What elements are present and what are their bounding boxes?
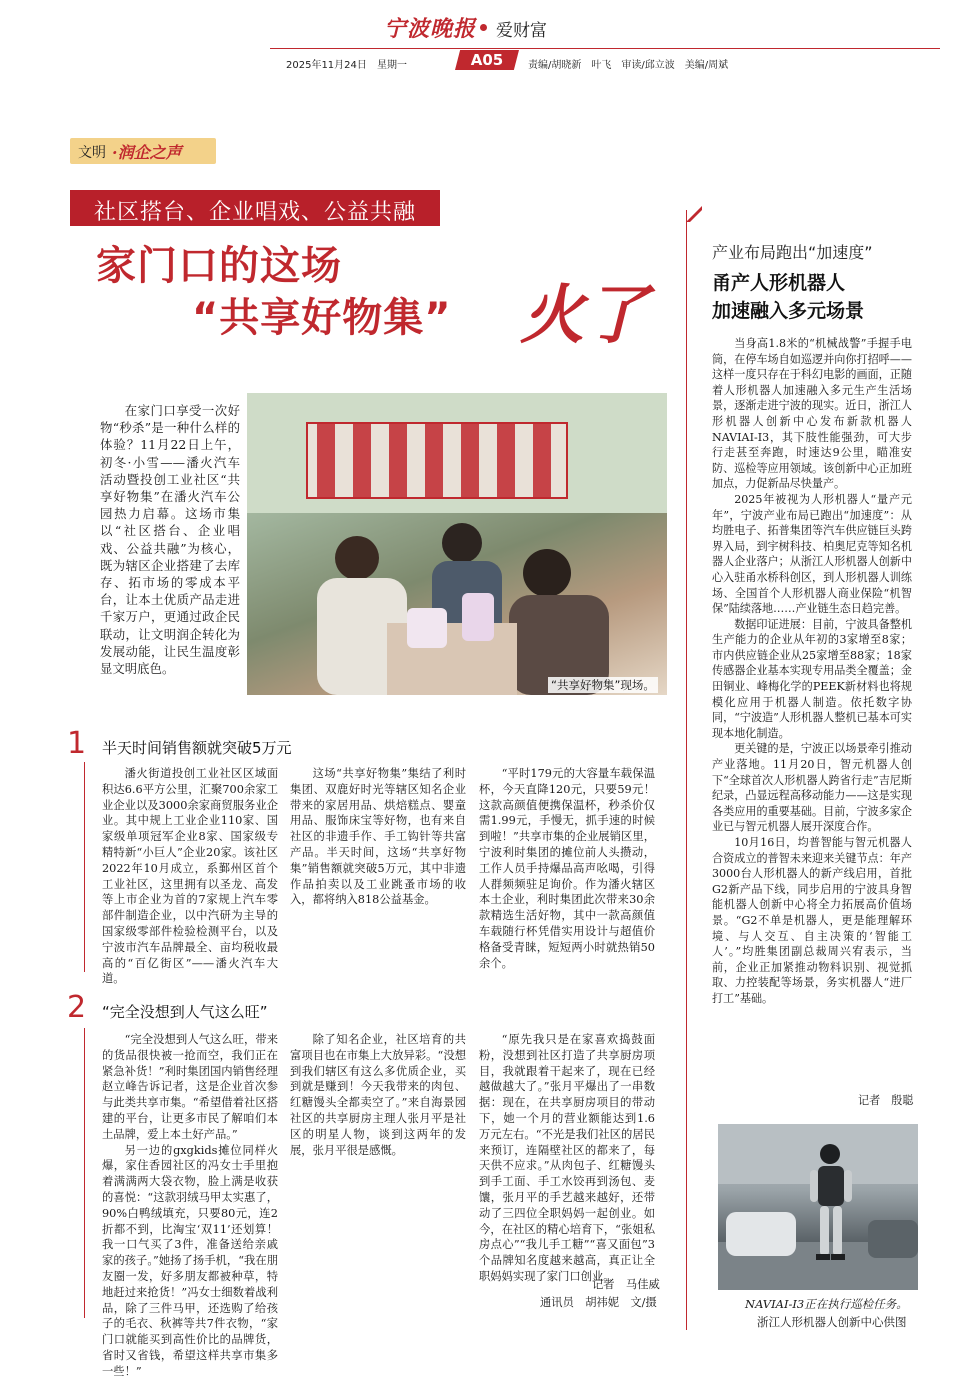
issue-weekday: 星期一: [377, 60, 407, 71]
issue-date: 2025年11月24日: [286, 60, 367, 71]
market-photo-illustration: [247, 393, 667, 695]
section-2-col-a: “完全没想到人气这么旺，带来的货品很快被一抢而空，我们正在紧急补货！”利时集团国内销售经理赵立峰告诉记者，这是企业首次参与此类共享市集。“希望借着社区搭建的平台，让更多市民了解咱们本土品牌，爱上本土好产品。” 另一边的gxgkids摊位同样火爆，家住香园社区的冯女士手里抱着满满两大袋衣物，脸上满是收获的喜悦：“这款羽绒马甲太实惠了，90%白鸭绒填充，只要80元，连2折都不到，比淘宝‘双11’还划算！我一口气买了3件，准备送给亲戚家的孩子。”她扬了扬手机，“我在朋友圈一发，好多朋友都被种草，特地赶过来抢货！”冯女士细数着战利品，除了三件马甲，还选购了给孩子的毛衣、秋裤等共7件衣物，“家门口就能买到高性价比的品牌货，省时又省钱，希望这样共享市集多一些！”: [102, 1033, 278, 1378]
side-headline-1: 甬产人形机器人: [712, 272, 846, 294]
side-byline: 记者 殷聪: [858, 1094, 914, 1107]
section-2-rule: [84, 1028, 85, 1318]
robot-photo-caption-2: 浙江人形机器人创新中心供图: [757, 1315, 907, 1329]
byline-correspondent: 通讯员 胡祎妮 文/摄: [540, 1296, 657, 1309]
headline-line2: “共享好物集”: [192, 295, 452, 341]
paper-logo: 宁波晚报: [384, 16, 477, 42]
masthead-rule: [270, 48, 940, 49]
section-1-col-c: “平时179元的大容量车载保温杯，今天直降120元，只要59元！这款高颜值便携保温杯，秒杀价仅需1.99元，手慢无，抓手速的时候到啦！”共享市集的企业展销区里，宁波利时集团的摊位前人头攒动，工作人员手持爆品高声吆喝，引得人群频频驻足询价。作为潘火辖区本土企业，利时集团此次带来30余款精选生活好物，其中一款高颜值车载随行杯凭借实用设计与超值价格备受青睐，短短两小时就热销50余个。: [479, 767, 655, 970]
side-body: 当身高1.8米的“机械战警”手握手电筒，在停车场自如巡逻并向你打招呼——这样一度只存在于科幻电影的画面，正随着人形机器人加速融入多元生产生活场景，逐渐走进宁波的现实。近日，浙江人形机器人创新中心发布新款机器人NAVIAI-I3，其下肢性能强劲，可大步行走甚至奔跑，时速达9公里，瞄准安防、巡检等应用领域。该创新中心正加班加点，力促新品尽快量产。 2025年被视为人形机器人“量产元年”，宁波产业布局已跑出“加速度”：从均胜电子、拓普集团等汽车供应链巨头跨界入局，到宇树科技、柏奥尼克等知名机器人企业落户；从浙江人形机器人创新中心入驻甬水桥科创区，到人形机器人训练场、全国首个人形机器人商业保险“机智保”陆续落地……产业链生态日趋完善。 数据印证进展：目前，宁波具备整机生产能力的企业从年初的3家增至8家；市内供应链企业从25家增至88家；18家传感器企业基本实现专用品类全覆盖；金田铜业、峰梅化学的PEEK新材料也将规模化应用于机器人制造。依托数字协同，“宁波造”人形机器人整机已基本可实现本地化制造。 更关键的是，宁波正以场景牵引推动产业落地。11月20日，智元机器人创下“全球首次人形机器人跨省行走”吉尼斯纪录，凸显远程高移动能力——这是实现各类应用的重要基础。目前，宁波多家企业已与智元机器人展开深度合作。 10月16日，均普智能与智元机器人合资成立的普智未来迎来关键节点：年产3000台人形机器人的新产线启用，首批G2新产品下线，同步启用的宁波具身智能机器人创新中心将全力拓展高价值场景。“G2不单是机器人，更是能理解环境、与人交互、自主决策的‘智能工人’。”均胜集团副总裁周兴宥表示，当前，企业正加紧推动物料识别、视觉抓取、力控装配等场景，务实机器人“进厂打工”基础。: [712, 337, 912, 1005]
logo-dot: [480, 24, 487, 31]
robot-photo-caption-1: NAVIAI-I3正在执行巡检任务。: [745, 1297, 908, 1311]
editor-credits: 责编/胡晓新 叶飞 审读/邱立波 美编/周斌: [528, 60, 729, 71]
photo-caption: “共享好物集”现场。: [548, 677, 658, 693]
column-tag-label: 文明: [78, 145, 106, 161]
section-2-col-c: “原先我只是在家喜欢捣鼓面粉，没想到社区打造了共享厨房项目，我就跟着干起来了，现在已经越做越大了。”张月平爆出了一串数据：现在，在共享厨房项目的带动下，她一个月的营业额能达到1.6万元左右。“不光是我们社区的居民来预订，连隔壁社区的都来了，每天供不应求。”从肉包子、红糖馒头到手工面、手工水饺再到汤包、麦馕，张月平的手艺越来越好，还带动了三四位全职妈妈一起创业。如今，在社区的精心培育下，“张姐私房点心”“我儿手工糖”“喜又面包”3个品牌知名度越来越高，真正让全职妈妈实现了家门口创业。: [479, 1033, 655, 1283]
section-1-col-b: 这场“共享好物集”集结了利时集团、双鹿好时光等辖区知名企业带来的家居用品、烘焙糕点、婴童用品、服饰床宝等好物，也有来自社区的非遗手作、手工钩针等共富产品。半天时间，这场“共享好物集”销售额就突破5万元，其中非遗作品拍卖以及工业跳蚤市场的收入，都将纳入818公益基金。: [290, 767, 466, 907]
section-1-rule: [84, 762, 85, 972]
kicker-text: 社区搭台、企业唱戏、公益共融: [94, 200, 417, 225]
page-number: A05: [470, 51, 504, 69]
masthead: [0, 0, 956, 80]
robot-photo: [718, 1124, 918, 1290]
side-divider: [686, 210, 687, 1330]
section-1-col-a: 潘火街道投创工业社区区域面积达6.6平方公里，汇聚700余家工业企业以及3000余家商贸服务业企业。其中规上工业企业110家、国家级单项冠军企业8家、国家级专精特新“小巨人”企业20家。该社区2022年10月成立，系鄞州区首个工业社区，这里拥有以圣龙、高发等上市企业为首的7家规上汽车零部件制造企业，以中汽研为主导的国家级零部件检验检测平台，以及宁波市汽车品牌最全、亩均税收最高的“百亿街区”——潘火汽车大道。: [102, 767, 278, 986]
section-1-heading: 半天时间销售额就突破5万元: [102, 739, 292, 757]
section-2-col-b: 除了知名企业，社区培育的共富项目也在市集上大放异彩。“没想到我们辖区有这么多优质企业，买到就是赚到！今天我带来的肉包、红糖馒头全都卖空了。”来自海景园社区的共享厨房主理人张月平是社区的明星人物，谈到这两年的发展，张月平很是感慨。: [290, 1033, 466, 1157]
robot-photo-illustration: [718, 1124, 918, 1290]
section-2-number: 2: [67, 990, 87, 1025]
side-headline-2: 加速融入多元场景: [712, 300, 865, 322]
headline-line1: 家门口的这场: [96, 243, 342, 289]
headline-big: 火了: [520, 278, 648, 353]
section-name: 爱财富: [496, 21, 547, 41]
section-1-number: 1: [67, 726, 87, 761]
byline-reporter: 记者 马佳威: [592, 1278, 660, 1291]
lead-paragraph: 在家门口享受一次好物“秒杀”是一种什么样的体验？11月22日上午，初冬·小雪——潘火汽车活动暨投创工业社区“共享好物集”在潘火汽车公园热力启幕。这场市集以“社区搭台、企业唱戏、公益共融”为核心，既为辖区企业搭建了去库存、拓市场的零成本平台，让本土优质产品走进千家万户，更通过政企民联动，让文明润企转化为发展动能，让民生温度彰显文明底色。: [100, 403, 240, 677]
column-tag-title: ·润企之声: [112, 143, 182, 162]
side-kicker: 产业布局跑出“加速度”: [712, 243, 873, 262]
side-corner-mark: [684, 204, 704, 224]
section-2-heading: “完全没想到人气这么旺”: [102, 1003, 268, 1021]
market-photo: [247, 393, 667, 695]
